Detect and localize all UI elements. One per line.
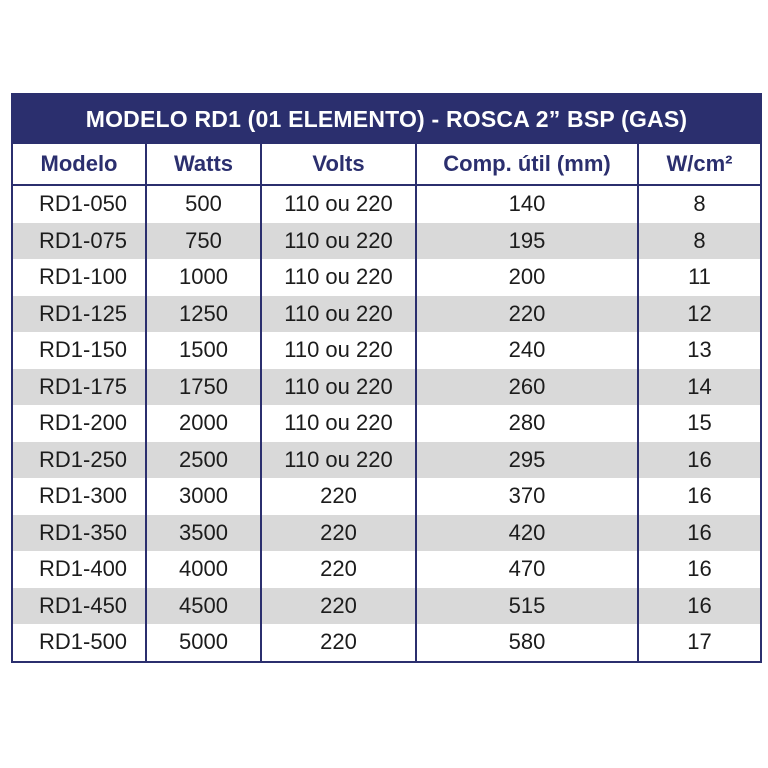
table-row [12, 515, 761, 552]
cell-comp-util: 295 [416, 442, 638, 479]
cell-comp-util: 370 [416, 478, 638, 515]
column-header-row [12, 144, 761, 185]
cell-comp-util: 260 [416, 369, 638, 406]
cell-modelo: RD1-125 [12, 296, 146, 333]
spec-table [11, 93, 762, 663]
cell-w-cm2: 8 [638, 223, 761, 260]
cell-comp-util: 220 [416, 296, 638, 333]
cell-w-cm2: 16 [638, 478, 761, 515]
cell-volts: 110 ou 220 [261, 442, 416, 479]
cell-modelo: RD1-250 [12, 442, 146, 479]
cell-volts: 110 ou 220 [261, 369, 416, 406]
table-row [12, 332, 761, 369]
cell-volts: 220 [261, 478, 416, 515]
cell-watts: 500 [146, 185, 261, 223]
cell-w-cm2: 17 [638, 624, 761, 662]
cell-watts: 4500 [146, 588, 261, 625]
cell-modelo: RD1-450 [12, 588, 146, 625]
column-header-volts: Volts [261, 144, 416, 185]
cell-watts: 4000 [146, 551, 261, 588]
cell-volts: 110 ou 220 [261, 185, 416, 223]
cell-w-cm2: 14 [638, 369, 761, 406]
cell-volts: 220 [261, 624, 416, 662]
cell-watts: 1000 [146, 259, 261, 296]
cell-comp-util: 470 [416, 551, 638, 588]
title-row [12, 94, 761, 144]
table-row [12, 296, 761, 333]
cell-watts: 5000 [146, 624, 261, 662]
table-row [12, 223, 761, 260]
cell-watts: 2500 [146, 442, 261, 479]
cell-modelo: RD1-175 [12, 369, 146, 406]
cell-volts: 220 [261, 551, 416, 588]
table-row [12, 369, 761, 406]
cell-volts: 110 ou 220 [261, 259, 416, 296]
table-row [12, 551, 761, 588]
column-header-modelo: Modelo [12, 144, 146, 185]
cell-modelo: RD1-400 [12, 551, 146, 588]
cell-w-cm2: 15 [638, 405, 761, 442]
cell-modelo: RD1-500 [12, 624, 146, 662]
cell-watts: 2000 [146, 405, 261, 442]
table-row [12, 478, 761, 515]
cell-volts: 110 ou 220 [261, 405, 416, 442]
cell-comp-util: 240 [416, 332, 638, 369]
cell-volts: 110 ou 220 [261, 223, 416, 260]
cell-watts: 750 [146, 223, 261, 260]
cell-w-cm2: 16 [638, 551, 761, 588]
cell-watts: 3000 [146, 478, 261, 515]
column-header-comp-util: Comp. útil (mm) [416, 144, 638, 185]
cell-comp-util: 280 [416, 405, 638, 442]
cell-comp-util: 515 [416, 588, 638, 625]
cell-modelo: RD1-050 [12, 185, 146, 223]
cell-modelo: RD1-350 [12, 515, 146, 552]
cell-w-cm2: 11 [638, 259, 761, 296]
cell-volts: 110 ou 220 [261, 332, 416, 369]
table-row [12, 442, 761, 479]
cell-volts: 110 ou 220 [261, 296, 416, 333]
cell-w-cm2: 16 [638, 515, 761, 552]
table-row [12, 259, 761, 296]
column-header-w-cm2: W/cm² [638, 144, 761, 185]
cell-comp-util: 200 [416, 259, 638, 296]
cell-volts: 220 [261, 515, 416, 552]
cell-w-cm2: 8 [638, 185, 761, 223]
cell-comp-util: 195 [416, 223, 638, 260]
table-row [12, 588, 761, 625]
cell-modelo: RD1-300 [12, 478, 146, 515]
cell-modelo: RD1-075 [12, 223, 146, 260]
column-header-watts: Watts [146, 144, 261, 185]
table-row [12, 405, 761, 442]
cell-w-cm2: 13 [638, 332, 761, 369]
cell-comp-util: 580 [416, 624, 638, 662]
cell-modelo: RD1-100 [12, 259, 146, 296]
cell-watts: 1250 [146, 296, 261, 333]
table-title: MODELO RD1 (01 ELEMENTO) - ROSCA 2” BSP (GAS) [12, 94, 761, 144]
cell-modelo: RD1-200 [12, 405, 146, 442]
cell-w-cm2: 12 [638, 296, 761, 333]
cell-w-cm2: 16 [638, 442, 761, 479]
cell-watts: 3500 [146, 515, 261, 552]
cell-watts: 1500 [146, 332, 261, 369]
cell-comp-util: 140 [416, 185, 638, 223]
cell-volts: 220 [261, 588, 416, 625]
cell-watts: 1750 [146, 369, 261, 406]
cell-modelo: RD1-150 [12, 332, 146, 369]
table-row [12, 185, 761, 223]
cell-comp-util: 420 [416, 515, 638, 552]
table-row [12, 624, 761, 662]
cell-w-cm2: 16 [638, 588, 761, 625]
